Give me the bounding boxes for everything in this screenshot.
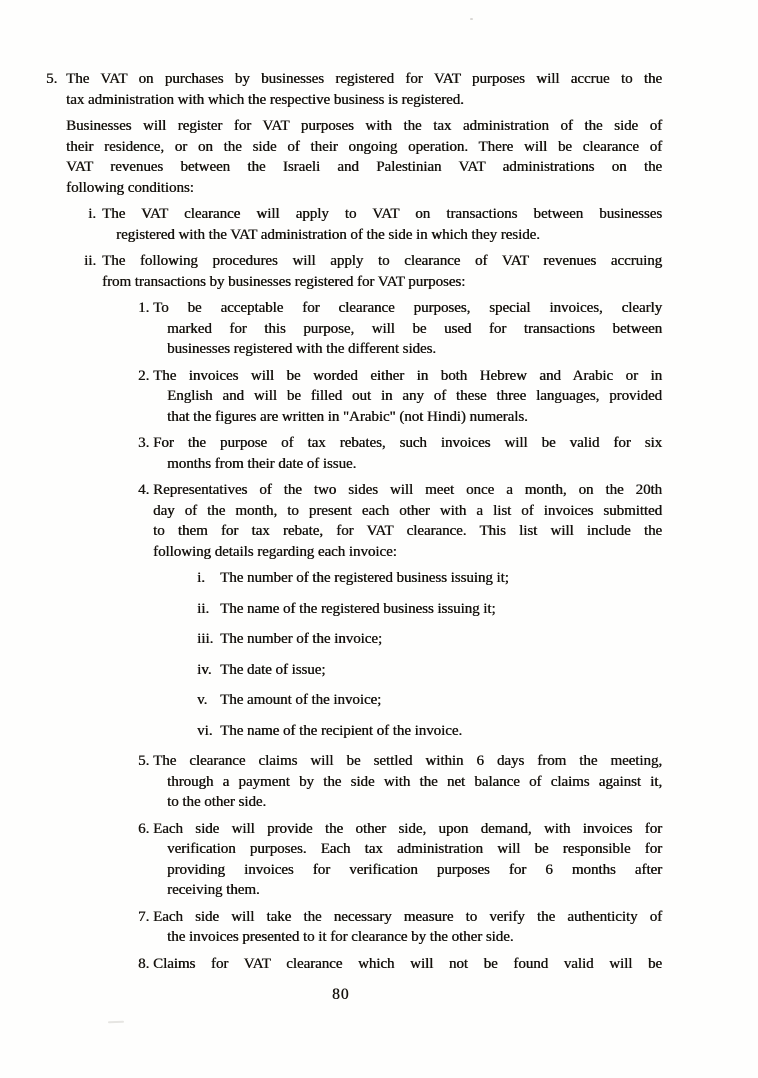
list-marker: 6. (138, 820, 150, 837)
text-line: providing invoices for verification purposes for 6 months after (167, 861, 662, 878)
list-item (46, 568, 662, 589)
list-marker: 2. (138, 367, 150, 384)
text-line: The following procedures will apply to clearance of VAT revenues accruing (102, 253, 662, 269)
text-line: The name of the recipient of the invoice. (220, 722, 463, 739)
item-body (102, 204, 662, 245)
item-body (66, 116, 662, 198)
text-line: The VAT on purchases by businesses registered for VAT purposes will accrue to the (66, 71, 662, 87)
list-marker: 5. (138, 753, 150, 769)
list-marker: 4. (138, 482, 150, 498)
text-line: businesses registered with the different sides. (167, 341, 436, 357)
list-marker: 1. (138, 300, 150, 316)
text-line: The date of issue; (220, 661, 326, 678)
text-line: The name of the registered business issuing it; (220, 600, 496, 617)
item-body (220, 629, 662, 650)
text-line: through a payment by the side with the net balance of claims against it, (167, 773, 662, 790)
list-item (46, 366, 662, 428)
text-line: tax administration with which the respective business is registered. (66, 91, 464, 108)
item-body (153, 751, 662, 813)
text-line: VAT revenues between the Israeli and Palestinian VAT administrations on the (66, 159, 662, 175)
item-body (220, 660, 662, 681)
item-body (66, 69, 662, 110)
list-item (46, 907, 662, 948)
text-line: that the figures are written in "Arabic" (not Hindi) numerals. (167, 408, 528, 425)
text-line: their residence, or on the side of their ongoing operation. There will be clearance of (66, 138, 662, 155)
item-body (102, 251, 662, 292)
scan-speck (470, 18, 473, 20)
list-marker: iv. (197, 661, 212, 678)
item-body (153, 366, 662, 428)
text-line: registered with the VAT administration of the side in which they reside. (116, 226, 540, 243)
list-marker: vi. (197, 722, 213, 739)
list-marker: v. (197, 692, 208, 708)
item-body (153, 433, 662, 474)
list-item (46, 204, 662, 245)
page-number: 80 (332, 986, 350, 1003)
text-line: following details regarding each invoice: (153, 543, 397, 560)
list-item (46, 433, 662, 474)
text-line: Businesses will register for VAT purposes with the tax administration of the side of (66, 118, 662, 134)
text-line: For the purpose of tax rebates, such invoices will be valid for six (153, 435, 662, 451)
list-item (46, 69, 662, 110)
text-line: The invoices will be worded either in both Hebrew and Arabic or in (153, 367, 662, 384)
list-marker: 7. (138, 908, 150, 925)
list-item (46, 690, 662, 711)
item-body (153, 298, 662, 360)
list-item (46, 819, 662, 901)
text-line: marked for this purpose, will be used for transactions between (167, 320, 662, 337)
text-line: months from their date of issue. (167, 455, 357, 472)
text-line: day of the month, to present each other with a list of invoices submitted (153, 502, 662, 519)
list-item (46, 480, 662, 562)
text-line: following conditions: (66, 179, 194, 196)
list-item (46, 298, 662, 360)
text-line: receiving them. (167, 882, 260, 898)
list-marker: 5. (46, 71, 58, 87)
item-body (153, 954, 662, 975)
scan-speck (108, 1021, 124, 1024)
scan-speck (468, 577, 476, 579)
item-body (220, 690, 662, 711)
list-marker: 8. (138, 955, 150, 972)
text-line: to them for tax rebate, for VAT clearance. This list will include the (153, 523, 662, 539)
list-item (46, 721, 662, 742)
text-line: English and will be filled out in any of these three languages, provided (167, 388, 662, 404)
text-line: Claims for VAT clearance which will not be found valid will be (153, 955, 662, 972)
item-body (220, 568, 662, 589)
item-body (153, 907, 662, 948)
text-line: The amount of the invoice; (220, 692, 382, 708)
list-item (46, 660, 662, 681)
text-line: to the other side. (167, 794, 267, 810)
text-line: Representatives of the two sides will meet once a month, on the 20th (153, 482, 662, 498)
paragraph (46, 116, 662, 198)
list-marker: ii. (197, 600, 210, 617)
text-line: The clearance claims will be settled within 6 days from the meeting, (153, 753, 662, 769)
item-body (220, 599, 662, 620)
text-line: verification purposes. Each tax administration will be responsible for (167, 841, 662, 857)
item-body (153, 819, 662, 901)
list-item (46, 251, 662, 292)
list-item (46, 954, 662, 975)
document-content (46, 69, 662, 980)
text-line: To be acceptable for clearance purposes, special invoices, clearly (153, 300, 662, 316)
list-marker: 3. (138, 435, 150, 451)
list-marker: i. (197, 570, 205, 586)
text-line: from transactions by businesses registered for VAT purposes: (102, 273, 466, 290)
item-body (153, 480, 662, 562)
text-line: Each side will take the necessary measure to verify the authenticity of (153, 908, 662, 925)
list-marker: ii. (84, 253, 97, 269)
text-line: Each side will provide the other side, upon demand, with invoices for (153, 820, 662, 837)
list-marker: iii. (197, 631, 214, 647)
text-line: The VAT clearance will apply to VAT on transactions between businesses (102, 206, 662, 222)
item-body (220, 721, 662, 742)
text-line: The number of the registered business issuing it; (220, 570, 509, 586)
list-item (46, 751, 662, 813)
text-line: The number of the invoice; (220, 631, 382, 647)
list-item (46, 629, 662, 650)
list-item (46, 599, 662, 620)
list-marker: i. (88, 206, 96, 222)
text-line: the invoices presented to it for clearance by the other side. (167, 929, 514, 945)
